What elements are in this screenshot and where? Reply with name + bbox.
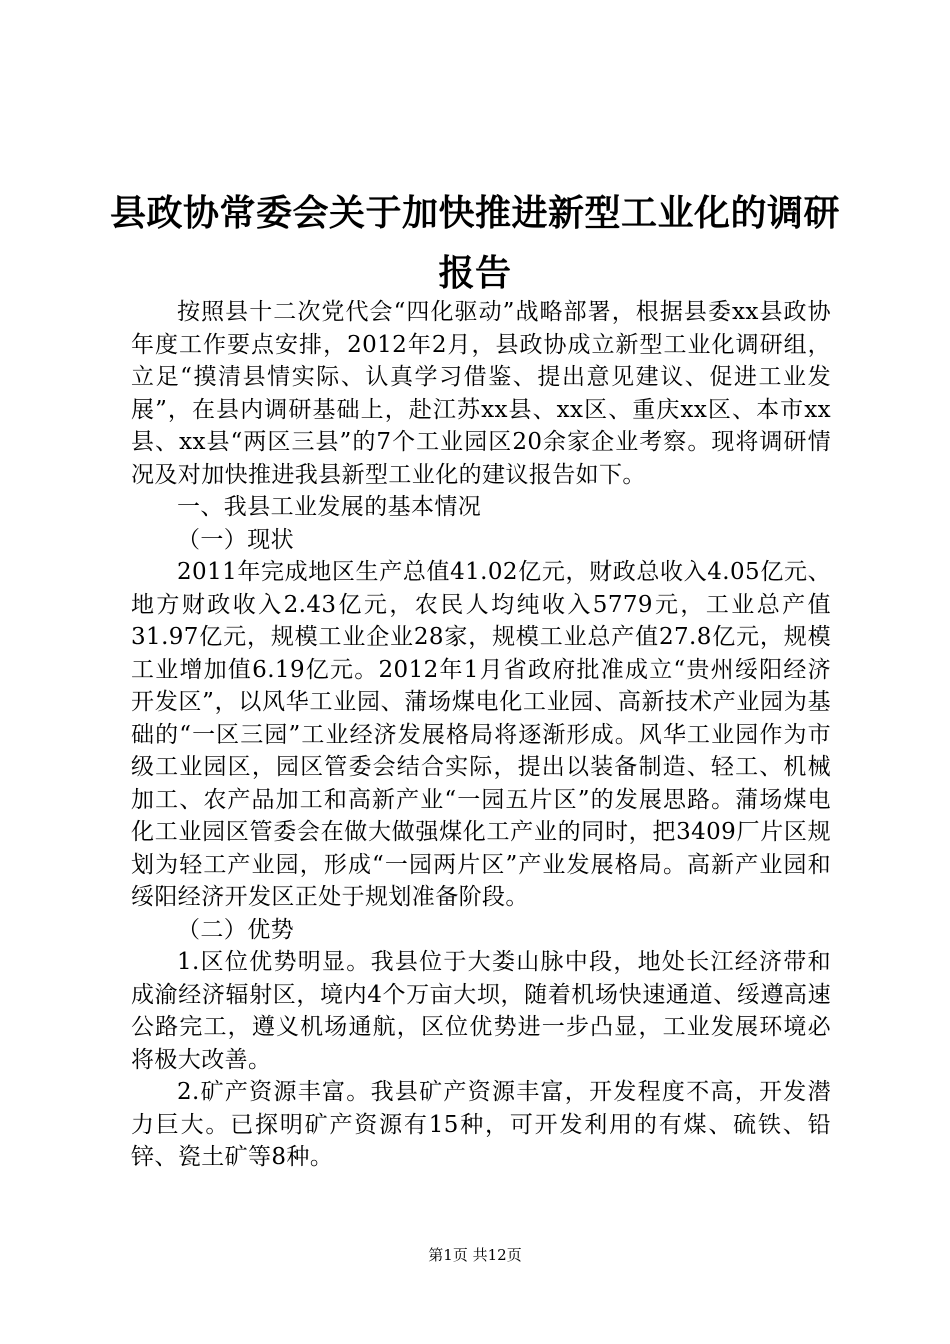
advantage-minerals-paragraph: 2.矿产资源丰富。我县矿产资源丰富，开发程度不高，开发潜力巨大。已探明矿产资源有15种，可开发利用的有煤、硫铁、铅锌、瓷土矿等8种。 (131, 1079, 831, 1170)
document-body (131, 296, 831, 1174)
subsection-heading-advantages: （二）优势 (177, 916, 294, 943)
document-title: 县政协常委会关于加快推进新型工业化的调研报告 (110, 192, 841, 294)
page-number-footer: 第1页 共12页 (428, 1246, 522, 1264)
section-heading-1: 一、我县工业发展的基本情况 (177, 494, 482, 520)
status-paragraph: 2011年完成地区生产总值41.02亿元，财政总收入4.05亿元、地方财政收入2.43亿元，农民人均纯收入5779元，工业总产值31.97亿元，规模工业企业28家，规模工业总产值27.8亿元，规模工业增加值6.19亿元。2012年1月省政府批准成立“贵州绥阳经济开发区”，以风华工业园、蒲场煤电化工业园、高新技术产业园为基础的“一区三园”工业经济发展格局将逐渐形成。风华工业园作为市级工业园区，园区管委会结合实际，提出以装备制造、轻工、机械加工、农产品加工和高新产业“一园五片区”的发展思路。蒲场煤电化工业园区管委会在做大做强煤化工产业的同时，把3409厂片区规划为轻工产业园，形成“一园两片区”产业发展格局。高新产业园和绥阳经济开发区正处于规划准备阶段。 (131, 559, 831, 910)
subsection-heading-status: （一）现状 (177, 526, 294, 553)
intro-paragraph: 按照县十二次党代会“四化驱动”战略部署，根据县委xx县政协年度工作要点安排，2012年2月，县政协成立新型工业化调研组，立足“摸清县情实际、认真学习借鉴、提出意见建议、促进工业发展”，在县内调研基础上，赴江苏xx县、xx区、重庆xx区、本市xx县、xx县“两区三县”的7个工业园区20余家企业考察。现将调研情况及对加快推进我县新型工业化的建议报告如下。 (131, 299, 831, 488)
advantage-location-paragraph: 1.区位优势明显。我县位于大娄山脉中段，地处长江经济带和成渝经济辐射区，境内4个万亩大坝，随着机场快速通道、绥遵高速公路完工，遵义机场通航，区位优势进一步凸显，工业发展环境必将极大改善。 (131, 949, 831, 1073)
